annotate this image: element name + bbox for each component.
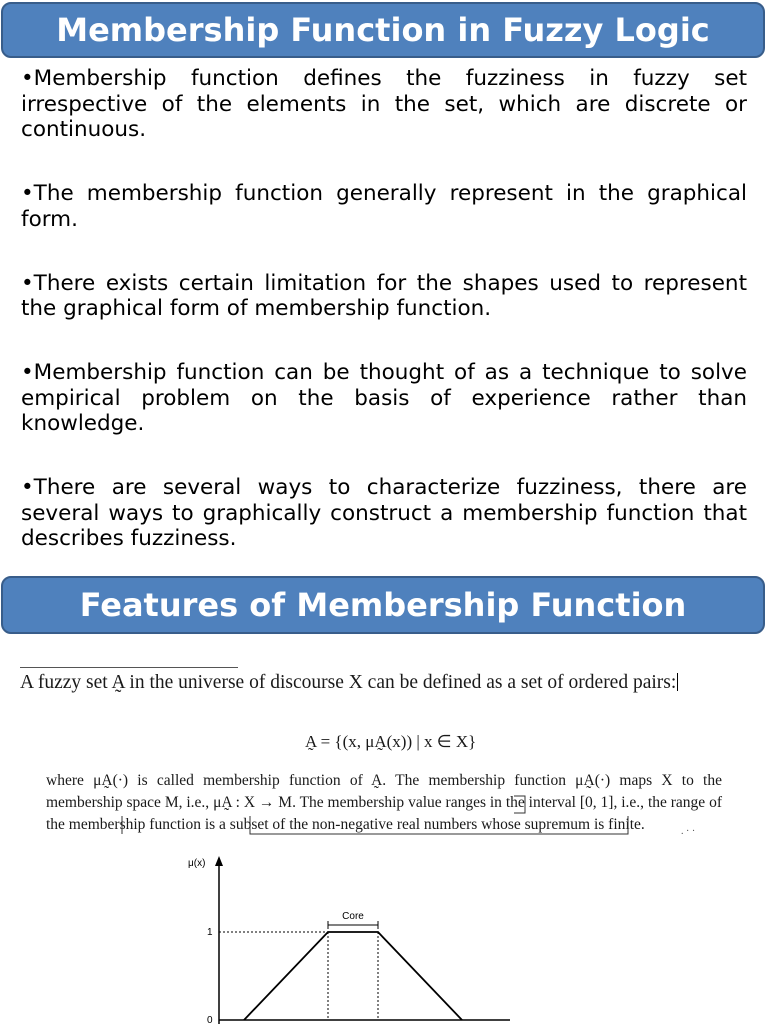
definition-text: A fuzzy set A̰ in the universe of discourse X can be defined as a set of ordered pairs:	[20, 672, 677, 693]
bullet-item: •There exists certain limitation for the shapes used to represent the graphical form of membership function.	[21, 270, 747, 321]
bullet-item: •There are several ways to characterize fuzziness, there are several ways to graphically construct a membership function that describes fuzziness.	[21, 475, 747, 551]
section-title-membership-function: Membership Function in Fuzzy Logic	[1, 2, 765, 58]
section-title-features: Features of Membership Function	[1, 576, 765, 634]
membership-curve	[244, 932, 462, 1020]
membership-description: where μA̰(·) is called membership function of A̰. The membership function μA̰(·) maps X to the membership space M, i.e., μA̰ : X → M. The membership value ranges in the interval [0, 1], i.e., the range of the membership function is a subset of the non-negative real numbers whose supremum is finite.	[46, 772, 722, 833]
core-label: Core	[342, 911, 364, 922]
bullet-item: •The membership function generally represent in the graphical form.	[21, 181, 747, 232]
bullet-item: •Membership function can be thought of as a technique to solve empirical problem on the basis of experience rather than knowledge.	[21, 360, 747, 436]
tick-label-one: 1	[207, 927, 213, 938]
bullet-item: •Membership function defines the fuzziness in fuzzy set irrespective of the elements in the set, which are discrete or continuous.	[21, 66, 747, 142]
annotation-bracket	[514, 796, 525, 813]
bullet-list	[21, 66, 747, 590]
fuzzy-set-formula: A̰ = {(x, μA̰(x)) | x ∈ X}	[305, 732, 477, 751]
tick-label-zero: 0	[207, 1015, 213, 1024]
scanned-excerpt	[0, 640, 768, 1024]
y-axis-label: μ(x)	[188, 858, 206, 869]
trapezoidal-membership-graph	[0, 640, 768, 1024]
y-axis-arrow	[215, 856, 223, 866]
annotation-bracket	[250, 816, 628, 834]
stray-marks: . · ·	[681, 826, 696, 837]
